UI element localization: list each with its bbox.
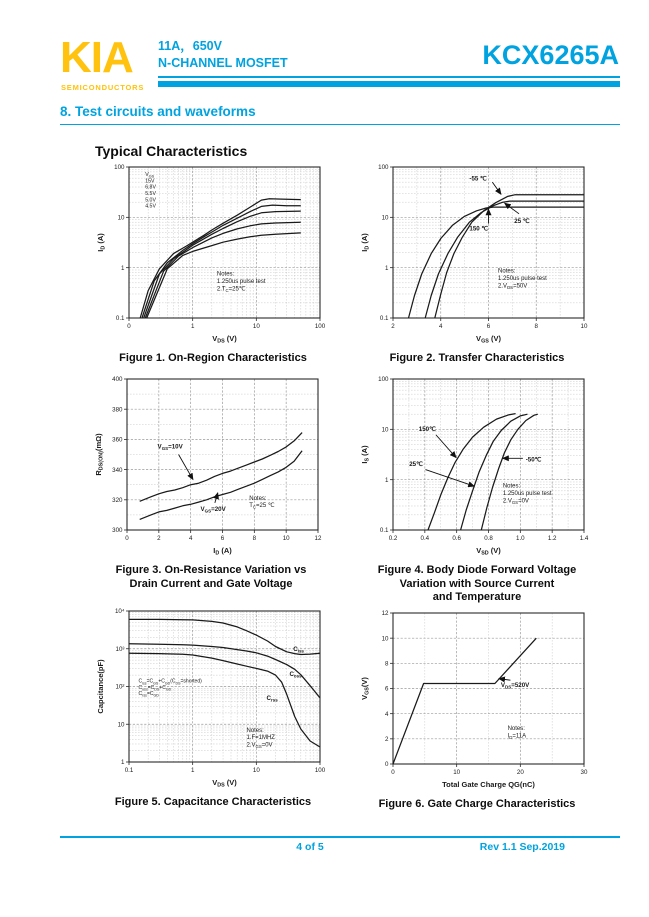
revision-label: Rev 1.1 Sep.2019 (479, 841, 565, 853)
svg-text:150 ℃: 150 ℃ (469, 225, 489, 233)
svg-text:0: 0 (391, 769, 395, 776)
svg-text:10⁴: 10⁴ (114, 608, 125, 616)
svg-text:4: 4 (188, 535, 193, 542)
svg-text:1: 1 (190, 767, 195, 774)
figure-5-chart (93, 602, 333, 792)
svg-text:0.1: 0.1 (115, 315, 125, 323)
figure-4-caption (352, 564, 602, 605)
svg-text:360: 360 (112, 436, 123, 444)
svg-text:10: 10 (580, 323, 588, 330)
svg-text:VDS (V): $V_{DS}$ (V) (212, 334, 237, 345)
svg-text:VDS=520V: $V_{DS}=520V$ (500, 681, 530, 690)
figure-5 (88, 602, 338, 810)
svg-text:100: 100 (314, 323, 326, 330)
svg-text:-55 ℃: -55 ℃ (469, 175, 488, 183)
svg-text:2: 2 (385, 736, 389, 744)
svg-text:TC=25 ℃: $T_C=25$ ℃ (249, 503, 275, 510)
svg-text:Crss=CGD: $C_{rss}=C_{GD}$ (138, 691, 159, 698)
typical-characteristics-title: Typical Characteristics (95, 143, 248, 159)
svg-text:10³: 10³ (115, 645, 125, 653)
svg-text:25℃: 25℃ (409, 460, 424, 468)
figure-4-caption-line: and Temperature (432, 591, 522, 603)
figure-6 (352, 604, 602, 812)
figure-6-caption-line: Figure 6. Gate Charge Characteristics (378, 798, 576, 810)
svg-text:0.1: 0.1 (379, 315, 389, 323)
svg-text:Ciss: $C_{iss}$ (293, 646, 304, 654)
svg-text:Crss: $C_{rss}$ (266, 695, 278, 703)
svg-text:6: 6 (385, 685, 389, 693)
figure-3-caption (86, 564, 336, 591)
figure-4 (352, 370, 602, 605)
svg-text:Notes:: Notes: (498, 268, 516, 275)
svg-text:VGS: $V_{GS}$ (145, 172, 155, 179)
figure-2-caption (352, 352, 602, 366)
svg-text:10: 10 (381, 426, 389, 434)
svg-text:20: 20 (516, 769, 524, 776)
svg-text:0: 0 (125, 535, 129, 542)
header-rule-thick (158, 81, 620, 87)
svg-text:0.2: 0.2 (388, 535, 398, 542)
svg-text:Coss: $C_{oss}$ (289, 670, 302, 679)
figure-6-caption (352, 798, 602, 812)
svg-text:VGS(V): $V_{GS}(V)$ (360, 677, 371, 700)
svg-text:Total Gate Charge QG(nC): Total Gate Charge QG(nC) (442, 780, 535, 789)
svg-text:5.5V: 5.5V (145, 190, 156, 197)
svg-text:340: 340 (112, 466, 123, 474)
figure-3 (86, 370, 336, 591)
svg-text:12: 12 (381, 610, 389, 618)
figure-2-chart (357, 158, 597, 348)
svg-text:4: 4 (385, 710, 389, 718)
svg-text:10: 10 (381, 214, 389, 222)
svg-text:1.250us pulse test: 1.250us pulse test (216, 279, 266, 286)
svg-text:0.4: 0.4 (420, 535, 430, 542)
svg-text:VGS=10V: $V_{GS}=10V$ (157, 443, 183, 452)
svg-text:2.VGS=0V: $2.V_{GS}=0V$ (246, 742, 273, 749)
svg-text:VGS (V): $V_{GS}$ (V) (476, 334, 501, 345)
figure-4-chart (357, 370, 597, 560)
svg-text:10: 10 (381, 635, 389, 643)
kia-logo: KIA (60, 33, 133, 82)
svg-text:8: 8 (252, 535, 257, 542)
svg-text:100: 100 (378, 164, 389, 172)
figure-3-chart (91, 370, 331, 560)
svg-text:12: 12 (314, 535, 322, 542)
svg-text:Notes:: Notes: (249, 495, 267, 502)
figure-4-caption-line: Variation with Source Current (399, 577, 555, 590)
svg-text:10: 10 (252, 767, 260, 774)
svg-text:ID (A): $I_D$ (A) (213, 546, 232, 557)
svg-text:ID (A): $I_D$ (A) (360, 233, 371, 252)
svg-text:Ciss=CGS+CGD(CDS=shorted): $C_{iss}=C_{GS}+C_{GD}(C_{DS}=shorted)$ (138, 678, 202, 686)
kia-logo-subtext: SEMICONDUCTORS (61, 83, 145, 92)
svg-text:380: 380 (112, 406, 123, 414)
svg-text:Capcitance(pF): Capcitance(pF) (96, 659, 105, 714)
svg-text:0.8: 0.8 (484, 535, 493, 542)
header-rule-thin (158, 76, 620, 78)
svg-text:VSD (V): $V_{SD}$ (V) (476, 546, 501, 557)
svg-text:Notes:: Notes: (246, 727, 264, 734)
svg-text:1: 1 (121, 759, 125, 767)
svg-text:ID=11A: $I_D=11A$ (507, 733, 527, 740)
svg-text:0.1: 0.1 (379, 527, 389, 535)
svg-text:0.6: 0.6 (452, 535, 461, 542)
svg-text:1: 1 (190, 323, 195, 330)
svg-text:6: 6 (220, 535, 225, 542)
svg-text:2: 2 (157, 535, 161, 542)
svg-text:VGS=20V: $V_{GS}=20V$ (200, 506, 226, 514)
svg-text:1.250us pulse test: 1.250us pulse test (498, 276, 547, 282)
svg-text:6.8V: 6.8V (145, 184, 156, 191)
svg-text:10²: 10² (115, 683, 125, 691)
svg-text:2.VDS=50V: $2.V_{DS}=50V$ (498, 283, 528, 290)
figure-5-caption-line: Figure 5. Capacitance Characteristics (114, 796, 312, 808)
section-heading: 8. Test circuits and waveforms (60, 104, 620, 125)
part-type: N-CHANNEL MOSFET (158, 56, 288, 70)
figure-2 (352, 158, 602, 366)
svg-text:1.4: 1.4 (579, 535, 589, 542)
svg-text:0.1: 0.1 (124, 767, 134, 774)
svg-text:8: 8 (534, 323, 538, 330)
svg-text:1.F=1MHZ: 1.F=1MHZ (246, 735, 275, 742)
figure-1 (88, 158, 338, 366)
svg-text:1: 1 (385, 476, 389, 484)
svg-text:1: 1 (121, 264, 125, 272)
svg-text:0: 0 (385, 761, 389, 769)
svg-text:Notes:: Notes: (216, 271, 235, 278)
svg-text:Notes:: Notes: (507, 726, 525, 733)
svg-text:4.5V: 4.5V (145, 203, 156, 210)
svg-text:IS (A): $I_S$ (A) (360, 445, 371, 464)
svg-text:100: 100 (314, 767, 326, 774)
svg-text:25 ℃: 25 ℃ (514, 217, 530, 225)
figure-5-caption (88, 796, 338, 810)
svg-text:ID (A): $I_D$ (A) (96, 233, 107, 252)
svg-text:10: 10 (117, 721, 125, 729)
svg-text:RDS(ON)(mΩ): $R_{DS(ON)}(m\Omega)$ (94, 433, 105, 476)
svg-text:10: 10 (117, 214, 125, 222)
svg-text:VDS (V): $V_{DS}$ (V) (212, 778, 237, 789)
svg-text:6: 6 (486, 323, 491, 330)
figure-6-chart (357, 604, 597, 794)
svg-text:1.250us pulse test: 1.250us pulse test (502, 491, 552, 498)
svg-text:0: 0 (127, 323, 131, 330)
figure-3-caption-line: Drain Current and Gate Voltage (129, 577, 293, 590)
svg-text:Coss=CDS+CGD: $C_{oss}=C_{DS}+C_{GD}$ (138, 684, 172, 692)
footer-rule (60, 836, 620, 838)
svg-text:4: 4 (439, 323, 443, 330)
svg-text:10: 10 (453, 769, 461, 776)
svg-text:2: 2 (391, 323, 395, 330)
part-rating: 11A，650V (158, 39, 222, 53)
svg-text:30: 30 (580, 769, 588, 776)
figure-1-caption-line: Figure 1. On-Region Characteristics (119, 352, 307, 364)
svg-text:150℃: 150℃ (418, 426, 437, 434)
svg-text:1.2: 1.2 (547, 535, 557, 542)
svg-text:8: 8 (385, 660, 389, 668)
part-number: KCX6265A (482, 40, 619, 70)
svg-text:2.VGS=0V: $2.V_{GS}=0V$ (502, 498, 529, 505)
svg-text:Notes:: Notes: (502, 483, 521, 490)
svg-text:2.TC=25℃: $2.T_C=25℃$ (216, 286, 246, 293)
svg-text:10: 10 (282, 535, 290, 542)
svg-text:300: 300 (112, 527, 123, 535)
svg-text:5.0V: 5.0V (145, 197, 156, 204)
svg-text:15V: 15V (145, 178, 155, 185)
svg-text:100: 100 (114, 164, 125, 172)
svg-text:400: 400 (112, 376, 123, 384)
svg-text:320: 320 (112, 497, 123, 504)
svg-text:100: 100 (378, 376, 389, 384)
svg-text:-50℃: -50℃ (525, 456, 542, 464)
svg-text:10: 10 (252, 323, 260, 330)
figure-1-caption (88, 352, 338, 366)
page-number: 4 of 5 (296, 841, 324, 853)
figure-4-caption-line: Figure 4. Body Diode Forward Voltage (377, 564, 577, 576)
part-summary (158, 38, 288, 72)
svg-text:1: 1 (385, 264, 389, 272)
figure-2-caption-line: Figure 2. Transfer Characteristics (389, 352, 565, 364)
svg-text:1.0: 1.0 (516, 535, 525, 542)
figure-1-chart (93, 158, 333, 348)
figure-3-caption-line: Figure 3. On-Resistance Variation vs (115, 564, 307, 576)
